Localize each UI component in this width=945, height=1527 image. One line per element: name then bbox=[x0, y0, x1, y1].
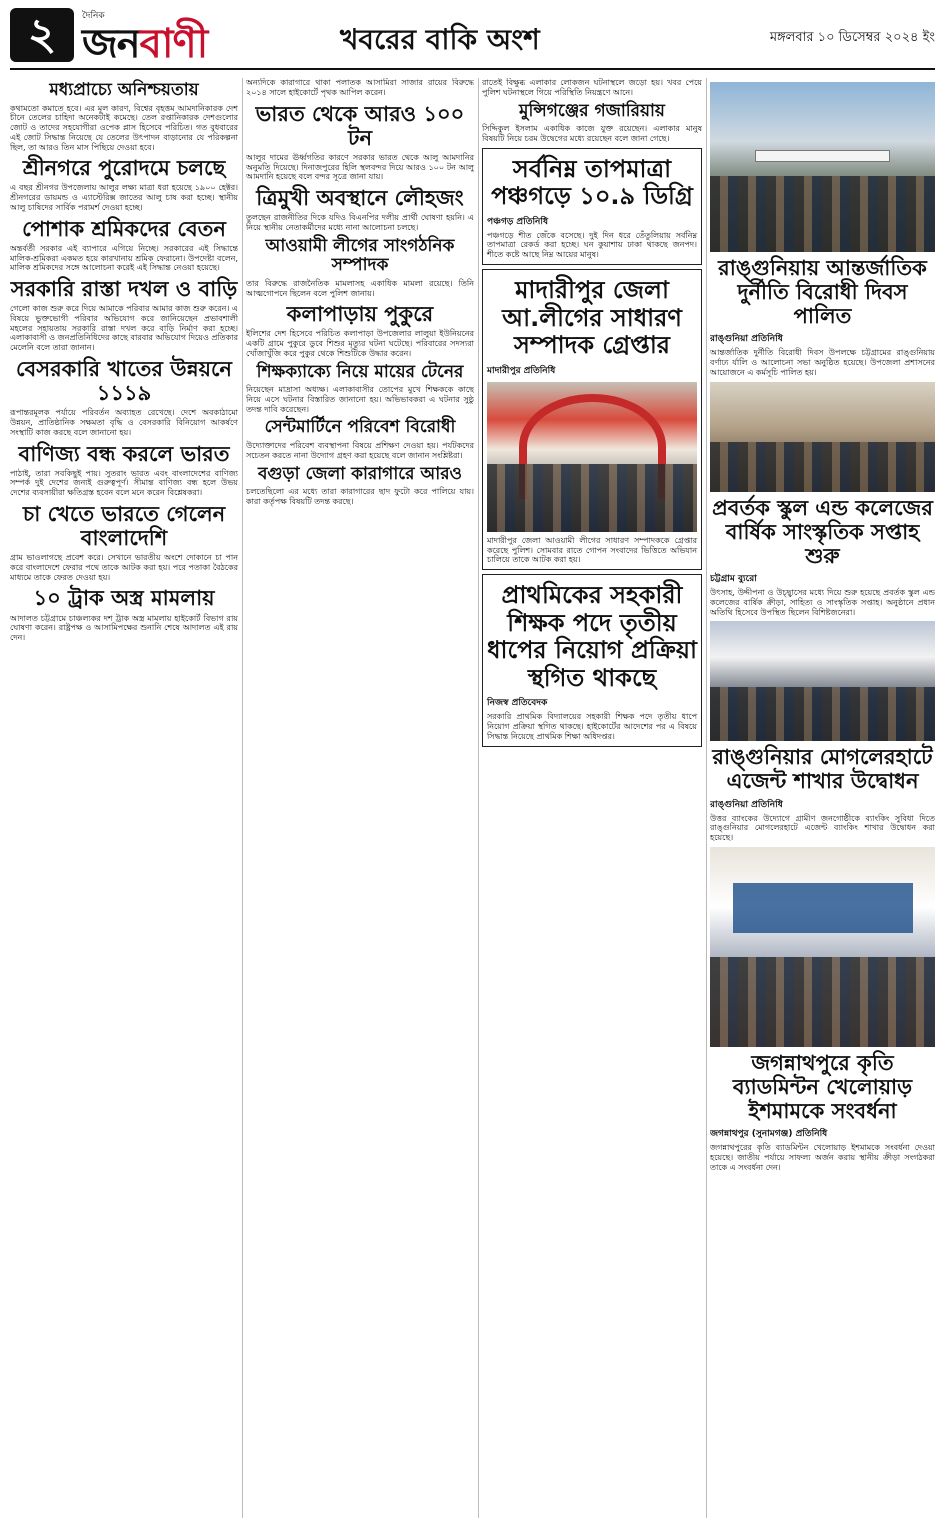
story-headline: রাঙ্গুনিয়ার মোগলেরহাটে এজেন্ট শাখার উদ্বোধন bbox=[712, 745, 933, 794]
story-body: তুলছেন রাজনীতির দিকে যদিও বিএনপির দলীয় প্রার্থী ঘোষণা হয়নি। এ নিয়ে স্থানীয় নেতাকর্মীদের মধ্যে নানা আলোচনা চলছে। bbox=[246, 213, 474, 232]
story-headline: শিক্ষক্যাক্যে নিয়ে মায়ের টেনের bbox=[256, 361, 464, 382]
crowd bbox=[710, 176, 935, 253]
news-story bbox=[246, 102, 474, 183]
story-body: গেলো কাজ শুরু করে দিয়ে আমাকে পরিবার আমার কাজ শুরু করেন। এ বিষয়ে ভুক্তভোগী পরিবার অভিযোগ করে জানিয়েছেন প্রভাবশালী মহলের সহায়তায় সরকারি রাস্তা দখল করে বাড়ি নির্মাণ করা হচ্ছে। এলাকাবাসী ও জনপ্রতিনিধিদের কাছে বারবার অভিযোগ দিয়েও প্রতিকার মেলেনি বলে তারা জানান। bbox=[10, 304, 238, 353]
story-body: আন্তর্জাতিক দুর্নীতি বিরোধী দিবস উপলক্ষে চট্টগ্রামের রাঙ্গুনিয়ায় বর্ণাঢ্য র্যালি ও আলোচনা সভা অনুষ্ঠিত হয়েছে। উপজেলা প্রশাসনের আয়োজনে এ কর্মসূচি পালিত হয়। bbox=[710, 348, 935, 377]
news-story bbox=[710, 382, 935, 618]
story-headline: মুন্সিগঞ্জের গজারিয়ায় bbox=[519, 100, 665, 121]
story-body: কথামতো কমাতে হবে। এর মূল কারণ, বিশ্বের বৃহত্তম আমদানিকারক দেশ চীনে তেলের চাহিদা অনেকটাই কমেছে। তেল রপ্তানিকারক দেশগুলোর জোট ও তাদের সহযোগীরা ওপেক প্লাস হিসেবে পরিচিত। গত বুধবারের এই জোট সিদ্ধান্ত নিয়েছে যে তেলের উৎপাদন বাড়ানোর যে পরিকল্পনা ছিল, তা আরও তিন মাস পিছিয়ে দেওয়া হবে। bbox=[10, 103, 238, 152]
column-3 bbox=[482, 78, 702, 1518]
brand-name-part-a: জন bbox=[82, 21, 140, 67]
news-story bbox=[10, 277, 238, 353]
story-headline: সর্বনিম্ন তাপমাত্রা পঞ্চগড়ে ১০.৯ ডিগ্রি bbox=[491, 154, 693, 211]
news-story bbox=[482, 574, 702, 747]
news-story bbox=[246, 237, 474, 299]
news-story bbox=[246, 465, 474, 507]
brand-name bbox=[82, 12, 207, 79]
news-story bbox=[246, 186, 474, 233]
news-story bbox=[710, 621, 935, 843]
story-body: সরকারি প্রাথমিক বিদ্যালয়ের সহকারী শিক্ষক পদে তৃতীয় ধাপে নিয়োগ প্রক্রিয়া স্থগিত থাকছে। হাইকোর্টের আদেশের পর এ বিষয়ে সিদ্ধান্ত নিয়েছে প্রাথমিক শিক্ষা অধিদপ্তর। bbox=[487, 712, 697, 741]
story-body: ইলিশের দেশ হিসেবে পরিচিত কলাপাড়া উপজেলার লালুয়া ইউনিয়নের একটি গ্রামে পুকুরে ডুবে শিশুর মৃত্যুর ঘটনা ঘটেছে। পরিবারের সদস্যরা খোঁজাখুঁজি করে পুকুর থেকে শিশুটিকে উদ্ধার করেন। bbox=[246, 329, 474, 358]
section-title: খবরের বাকি অংশ bbox=[340, 23, 540, 56]
column-4 bbox=[710, 78, 935, 1518]
news-story bbox=[10, 156, 238, 212]
news-story bbox=[482, 102, 702, 144]
story-photo bbox=[487, 382, 697, 532]
story-body: আদালত চট্টগ্রামে চাঞ্চল্যকর দশ ট্রাক অস্ত্র মামলায় হাইকোর্ট বিভাগ রায় ঘোষণা করেন। রাষ্ট্রপক্ষ ও আসামিপক্ষের শুনানি শেষে আদালত এই রায় দেন। bbox=[10, 613, 238, 643]
stage-banner bbox=[733, 883, 913, 933]
story-body: পাঠাই, তারা সবকিছুই পায়। সুতরাং ভারত এবং বাংলাদেশের বাণিজ্য সম্পর্ক দুই দেশের জন্যই গুরুত্বপূর্ণ। সীমান্ত বাণিজ্য বন্ধ হলে উভয় দেশের ব্যবসায়ীরা ক্ষতিগ্রস্ত হবেন বলে মনে করেন বিশ্লেষকরা। bbox=[10, 468, 238, 498]
story-headline: বাণিজ্য বন্ধ করলে ভারত bbox=[18, 441, 230, 466]
story-photo bbox=[710, 82, 935, 252]
news-story bbox=[246, 78, 474, 98]
story-byline: জগন্নাথপুর (সুনামগঞ্জ) প্রতিনিধি bbox=[710, 1129, 828, 1140]
news-story bbox=[10, 81, 238, 152]
story-body: চলতেছিলো এর মধ্যে তারা কারাগারের ছাদ ফুটো করে পালিয়ে যায়। কারা কর্তৃপক্ষ বিষয়টি তদন্ত করছে। bbox=[246, 487, 474, 506]
news-story bbox=[246, 418, 474, 460]
news-story bbox=[482, 148, 702, 265]
story-body: জগন্নাথপুরের কৃতি ব্যাডমিন্টন খেলোয়াড় ইশমামকে সংবর্ধনা দেওয়া হয়েছে। জাতীয় পর্যায়ে সাফল্য অর্জন করায় স্থানীয় ক্রীড়া সংগঠকরা তাকে এ সংবর্ধনা দেন। bbox=[710, 1143, 935, 1172]
rally-banner bbox=[755, 150, 890, 162]
story-body: অন্তর্বর্তী সরকার এই ব্যাপারে এগিয়ে নিচ্ছে। সরকারের এই সিদ্ধান্তে মালিক-শ্রমিকরা একমত হয়ে কারখানায় শ্রমিক ফেরানো। উপদেষ্টা বলেন, মালিক শ্রমিকদের সঙ্গে আলোচনা করেই এই সিদ্ধান্ত নেওয়া হয়েছে। bbox=[10, 243, 238, 273]
column-2 bbox=[246, 78, 474, 1518]
news-story bbox=[482, 269, 702, 570]
story-body: গ্রাম ভাওলাগছে প্রবেশ করে। সেখানে ভারতীয় অংশে দোকানে চা পান করে বাংলাদেশে ফেরার পথে তাকে আটক করা হয়। পরে পতাকা বৈঠকের মাধ্যমে তাকে ফেরত দেওয়া হয়। bbox=[10, 553, 238, 582]
story-body: মাদারীপুর জেলা আওয়ামী লীগের সাধারণ সম্পাদককে গ্রেপ্তার করেছে পুলিশ। সোমবার রাতে গোপন সংবাদের ভিত্তিতে অভিযান চালিয়ে তাকে আটক করা হয়। bbox=[487, 535, 697, 565]
news-story bbox=[482, 78, 702, 98]
crowd bbox=[710, 442, 935, 492]
news-story bbox=[246, 302, 474, 358]
crowd bbox=[487, 464, 697, 532]
story-headline: পোশাক শ্রমিকদের বেতন bbox=[22, 216, 226, 241]
column-1 bbox=[10, 78, 238, 1518]
story-body: উৎসাহ, উদ্দীপনা ও উচ্ছ্বাসের মধ্যে দিয়ে শুরু হয়েছে প্রবর্তক স্কুল এন্ড কলেজের বার্ষিক ক্রীড়া, সাহিত্য ও সাংস্কৃতিক সপ্তাহ। অনুষ্ঠানে প্রধান অতিথি হিসেবে উপস্থিত ছিলেন বিশিষ্টজনেরা। bbox=[710, 588, 935, 617]
story-headline: মাদারীপুর জেলা আ.লীগের সাধারণ সম্পাদক গ্রেপ্তার bbox=[502, 275, 682, 360]
story-headline: সরকারি রাস্তা দখল ও বাড়ি bbox=[10, 277, 238, 302]
story-photo bbox=[710, 847, 935, 1047]
story-body: উত্তর ব্যাংকের উদ্যোগে গ্রামীণ জনগোষ্ঠীকে ব্যাংকিং সুবিধা দিতে রাঙ্গুনিয়ার মোগলেরহাটে এজেন্ট ব্যাংকিং শাখার উদ্বোধন করা হয়েছে। bbox=[710, 813, 935, 843]
news-story bbox=[246, 363, 474, 415]
story-headline: বগুড়া জেলা কারাগারে আরও bbox=[257, 463, 463, 484]
news-story bbox=[710, 847, 935, 1173]
story-body: রাতেই বিক্ষুব্ধ এলাকার লোকজন ঘটনাস্থলে জড়ো হয়। খবর পেয়ে পুলিশ ঘটনাস্থলে গিয়ে পরিস্থিতি নিয়ন্ত্রণে আনে। bbox=[482, 78, 702, 97]
dateline: মঙ্গলবার ১০ ডিসেম্বর ২০২৪ ইং bbox=[769, 30, 935, 45]
story-headline: শ্রীনগরে পুরোদমে চলছে bbox=[22, 156, 226, 181]
story-headline: সেন্টমার্টিনে পরিবেশ বিরোধী bbox=[264, 417, 456, 438]
crowd bbox=[710, 687, 935, 741]
brand-prefix: দৈনিক bbox=[82, 11, 105, 21]
story-body: পঞ্চগড়ে শীত জেঁকে বসেছে। দুই দিন ধরে তেঁতুলিয়ায় সর্বনিম্ন তাপমাত্রা রেকর্ড করা হচ্ছে। ঘন কুয়াশায় ঢাকা থাকছে জনপদ। শীতে কষ্টে আছে নিম্ন আয়ের মানুষ। bbox=[487, 230, 697, 260]
story-body: নিয়েছেন মাদ্রাসা অধ্যক্ষ। এলাকাবাসীর তোপের মুখে শিক্ষককে কাছে নিয়ে এসে ঘটনার বিস্তারিত জানানো হয়। অভিভাবকরা এ ঘটনার সুষ্ঠু তদন্ত দাবি করেছেন। bbox=[246, 385, 474, 414]
page-number: ২ bbox=[10, 8, 74, 62]
story-headline: কলাপাড়ায় পুকুরে bbox=[286, 302, 434, 327]
masthead bbox=[10, 8, 935, 70]
story-body: অন্যদিকে কারাগারে থাকা পলাতক আসামিরা সাজার রায়ের বিরুদ্ধে ২০১৪ সালে হাইকোর্টে পৃথক আপিল করেন। bbox=[246, 78, 474, 97]
story-body: তার বিরুদ্ধে রাজনৈতিক মামলাসহ একাধিক মামলা রয়েছে। তিনি আত্মগোপনে ছিলেন বলে পুলিশ জানায়। bbox=[246, 278, 474, 298]
crowd bbox=[710, 957, 935, 1047]
newspaper-logo bbox=[82, 8, 282, 67]
story-body: এ বছর শ্রীনগর উপজেলায় আলুর লক্ষ্য মাত্রা ধরা হয়েছে ১৯০০ হেক্টর। শ্রীনগরের ডায়মন্ড ও এ্যাস্টেরিক্স জাতের আলু চাষ করা হচ্ছে। স্থানীয় আলু চাষিদের সার্বিক পরামর্শ দেওয়া হচ্ছে। bbox=[10, 183, 238, 212]
news-story bbox=[710, 82, 935, 378]
story-byline: নিজস্ব প্রতিবেদক bbox=[487, 698, 548, 709]
news-story bbox=[10, 357, 238, 438]
story-headline: ত্রিমুখী অবস্থানে লৌহজং bbox=[256, 186, 464, 211]
story-body: আলুর দামের ঊর্ধ্বগতির কারণে সরকার ভারত থেকে আলু আমদানির অনুমতি দিয়েছে। দিনাজপুরের হিলি স্থলবন্দর দিয়ে আরও ১০০ টন আলু আমদানি হয়েছে বলে বন্দর সূত্রে জানা যায়। bbox=[246, 152, 474, 182]
story-photo bbox=[710, 382, 935, 492]
news-story bbox=[10, 502, 238, 583]
story-headline: ভারত থেকে আরও ১০০ টন bbox=[255, 101, 465, 150]
story-body: উদ্যোক্তাদের পরিবেশ ব্যবস্থাপনা বিষয়ে প্রশিক্ষণ দেওয়া হয়। পর্যটকদের সচেতন করতে নানা উদ্যোগ গ্রহণ করা হয়েছে বলে জানান সংশ্লিষ্টরা। bbox=[246, 441, 474, 460]
story-byline: রাঙ্গুনিয়া প্রতিনিধি bbox=[710, 799, 783, 810]
column-divider bbox=[478, 78, 479, 1518]
news-story bbox=[10, 586, 238, 642]
story-photo bbox=[710, 621, 935, 741]
story-headline: প্রাথমিকের সহকারী শিক্ষক পদে তৃতীয় ধাপের নিয়োগ প্রক্রিয়া স্থগিত থাকছে bbox=[487, 581, 697, 692]
column-divider bbox=[242, 78, 243, 1518]
story-body: রূপান্তরমূলক পর্যায়ে পরিবর্তন অব্যাহত রেখেছে। দেশে অবকাঠামো উন্নয়ন, প্রাতিষ্ঠানিক সক্ষমতা বৃদ্ধি ও বেসরকারি বিনিয়োগ আকর্ষণে সংস্থাটি কাজ করছে বলে জানানো হয়। bbox=[10, 408, 238, 437]
column-divider bbox=[706, 78, 707, 1518]
story-byline: পঞ্চগড় প্রতিনিধি bbox=[487, 216, 549, 227]
story-byline: চট্টগ্রাম ব্যুরো bbox=[710, 574, 757, 585]
news-story bbox=[10, 217, 238, 273]
story-body: সিদ্দিকুল ইসলাম একাধিক কাজে যুক্ত রয়েছেন। এলাকার মানুষ বিষয়টি নিয়ে চরম উদ্বেগের মধ্যে রয়েছেন বলে জানা গেছে। bbox=[482, 124, 702, 143]
story-byline: মাদারীপুর প্রতিনিধি bbox=[487, 365, 556, 376]
story-headline: ১০ ট্রাক অস্ত্র মামলায় bbox=[33, 586, 215, 611]
story-headline: চা খেতে ভারতে গেলেন বাংলাদেশি bbox=[22, 501, 226, 551]
story-headline: জগন্নাথপুরে কৃতি ব্যাডমিন্টন খেলোয়াড় ইশমামকে সংবর্ধনা bbox=[732, 1050, 913, 1124]
story-headline: মধ্যপ্রাচ্যে অনিশ্চয়তায় bbox=[49, 80, 199, 100]
story-headline: প্রবর্তক স্কুল এন্ড কলেজের বার্ষিক সাংস্কৃতিক সপ্তাহ শুরু bbox=[712, 495, 933, 568]
story-headline: রাঙ্গুনিয়ায় আন্তর্জাতিক দুর্নীতি বিরোধী দিবস পালিত bbox=[718, 256, 927, 329]
news-story bbox=[10, 442, 238, 498]
story-headline: আওয়ামী লীগের সাংগঠনিক সম্পাদক bbox=[265, 235, 455, 276]
brand-name-part-b: বাণী bbox=[139, 21, 208, 67]
story-headline: বেসরকারি খাতের উন্নয়নে ১১১৯ bbox=[16, 356, 232, 406]
story-byline: রাঙ্গুনিয়া প্রতিনিধি bbox=[710, 334, 783, 345]
